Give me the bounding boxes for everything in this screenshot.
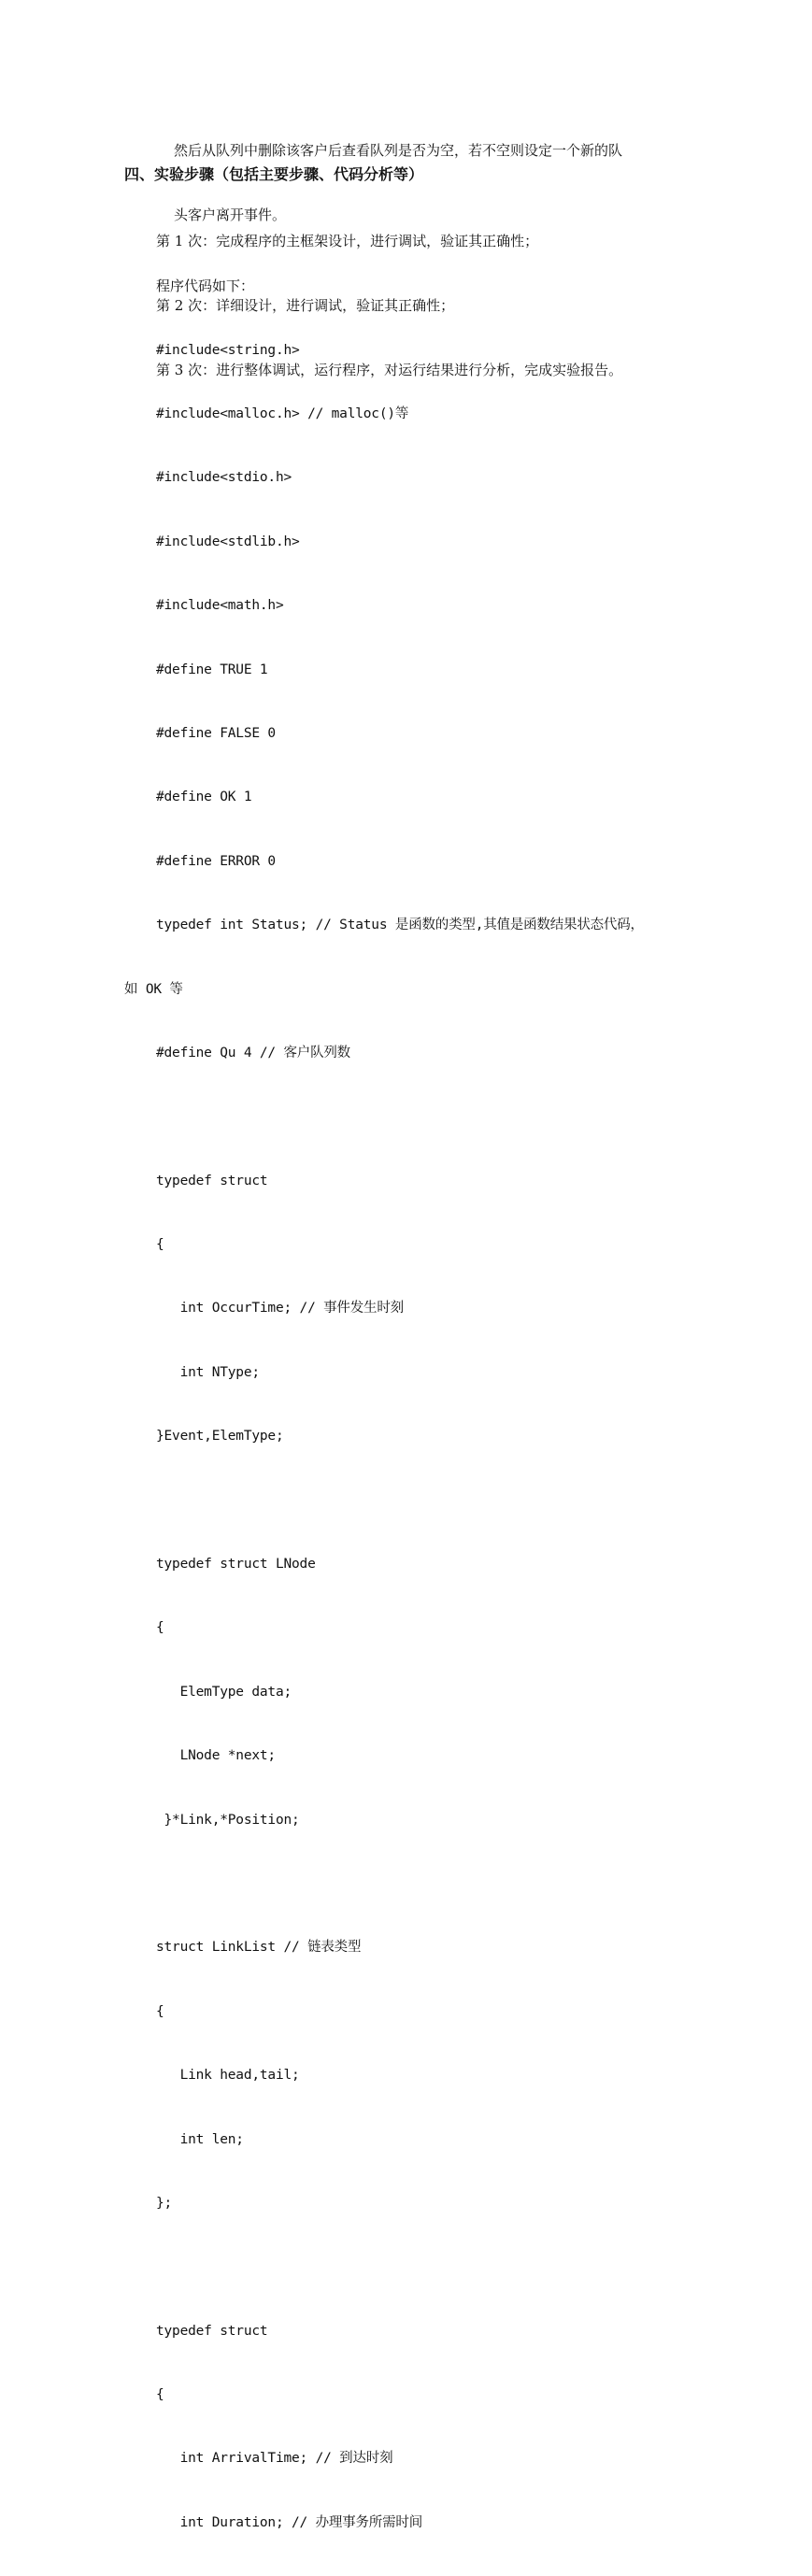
code-line: typedef struct bbox=[156, 2323, 268, 2339]
code-line: }; bbox=[156, 2195, 173, 2211]
code-block bbox=[124, 297, 722, 2576]
code-line: struct LinkList // 链表类型 bbox=[156, 1940, 362, 1956]
intro-line: 然后从队列中删除该客户后查看队列是否为空，若不空则设定一个新的队 bbox=[174, 142, 623, 159]
code-line: #define OK 1 bbox=[156, 790, 252, 805]
code-intro: 程序代码如下： bbox=[156, 278, 255, 294]
code-line: int Duration; // 办理事务所需时间 bbox=[156, 2514, 422, 2530]
code-line: typedef struct LNode bbox=[156, 1557, 316, 1573]
code-blank-line bbox=[124, 1490, 722, 1512]
code-line: LNode *next; bbox=[156, 1748, 276, 1764]
code-line: ElemType data; bbox=[156, 1684, 292, 1700]
step-item: 第 3 次：进行整体调试，运行程序，对运行结果进行分析，完成实验报告。 bbox=[156, 362, 623, 378]
code-line: #define ERROR 0 bbox=[156, 853, 276, 869]
code-line: #include<math.h> bbox=[156, 598, 284, 614]
code-line: #define TRUE 1 bbox=[156, 662, 268, 677]
code-line: int len; bbox=[156, 2131, 244, 2147]
code-line: { bbox=[156, 1237, 164, 1253]
code-line: }Event,ElemType; bbox=[156, 1429, 284, 1445]
code-line: typedef struct bbox=[156, 1173, 268, 1188]
code-line: int ArrivalTime; // 到达时刻 bbox=[156, 2451, 393, 2467]
code-line: int NType; bbox=[156, 1364, 260, 1380]
code-line: #include<stdlib.h> bbox=[156, 534, 300, 549]
code-blank-line bbox=[124, 1106, 722, 1128]
section-heading: 四、实验步骤（包括主要步骤、代码分析等） bbox=[124, 165, 424, 183]
code-line: }*Link,*Position; bbox=[156, 1812, 300, 1828]
code-line-wrapped: 如 OK 等 bbox=[124, 981, 183, 997]
code-line: #include<malloc.h> // malloc()等 bbox=[156, 406, 409, 421]
code-line: typedef int Status; // Status 是函数的类型,其值是函数结果状态代码， bbox=[156, 918, 644, 933]
code-line: { bbox=[156, 1620, 164, 1636]
code-line: { bbox=[156, 2387, 164, 2403]
code-line: int OccurTime; // 事件发生时刻 bbox=[156, 1301, 404, 1316]
code-line: #include<string.h> bbox=[156, 342, 300, 358]
code-blank-line bbox=[124, 2256, 722, 2278]
code-line: Link head,tail; bbox=[156, 2068, 300, 2084]
code-line: #include<stdio.h> bbox=[156, 470, 292, 486]
code-blank-line bbox=[124, 1873, 722, 1895]
step-item: 第 2 次：详细设计，进行调试，验证其正确性； bbox=[156, 297, 455, 314]
step-item: 第 1 次：完成程序的主框架设计，进行调试，验证其正确性； bbox=[156, 233, 539, 249]
code-line: { bbox=[156, 2003, 164, 2019]
intro-line: 头客户离开事件。 bbox=[174, 206, 287, 223]
code-line: #define FALSE 0 bbox=[156, 725, 276, 741]
code-line: #define Qu 4 // 客户队列数 bbox=[156, 1045, 350, 1060]
